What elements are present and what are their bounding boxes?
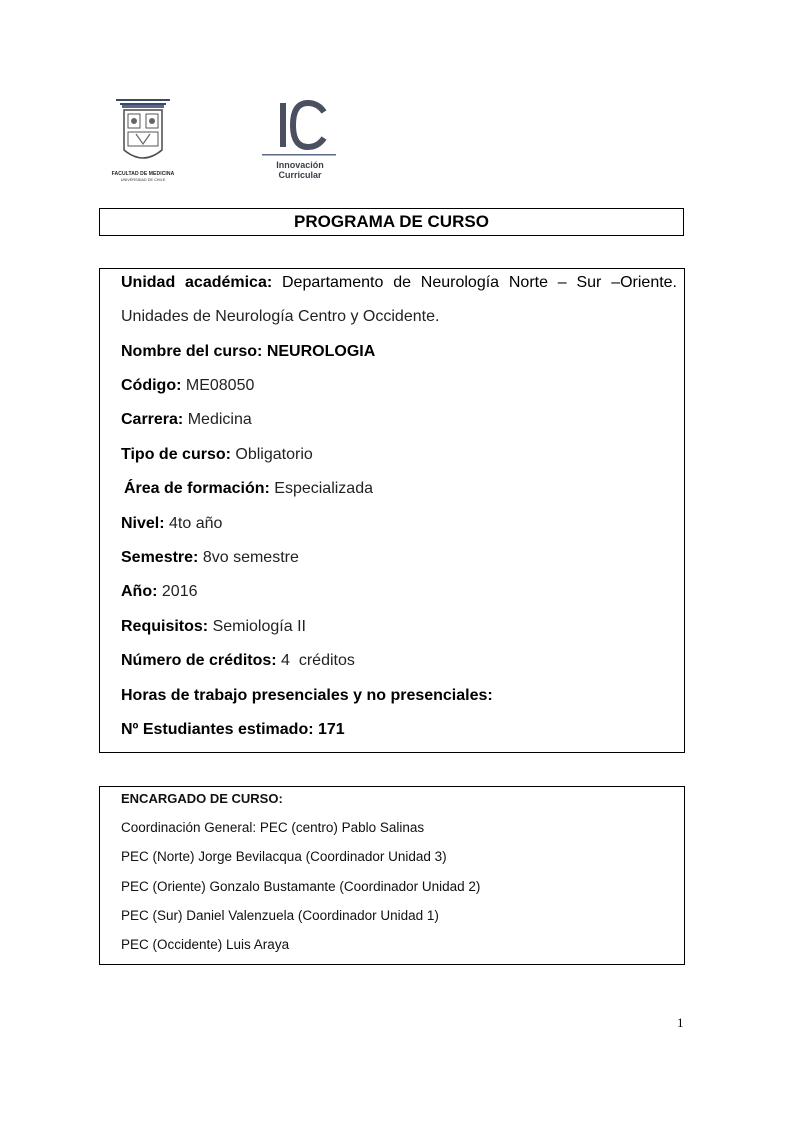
creditos-row	[121, 652, 355, 670]
requisitos-row	[121, 618, 306, 636]
semestre-value: 8vo semestre	[202, 549, 299, 566]
nivel-label: Nivel:	[121, 515, 165, 532]
faculty-caption-line1: FACULTAD DE MEDICINA	[111, 171, 175, 177]
estudiantes-row	[121, 721, 345, 739]
anio-value: 2016	[161, 583, 198, 600]
nombre-label: Nombre del curso:	[121, 343, 263, 360]
creditos-value: 4 créditos	[281, 652, 355, 669]
anio-row	[121, 583, 197, 601]
codigo-label: Código:	[121, 377, 182, 394]
course-info-box	[99, 268, 685, 753]
unidad-value-line2: Unidades de Neurología Centro y Occidente.	[121, 308, 440, 325]
faculty-caption-line2: UNIVERSIDAD DE CHILE	[120, 178, 166, 182]
horas-row	[121, 687, 493, 705]
encargado-box	[99, 786, 685, 965]
horas-label: Horas de trabajo presenciales y no presenciales:	[121, 687, 493, 704]
unidad-row	[121, 274, 677, 292]
semestre-row	[121, 549, 299, 567]
carrera-value: Medicina	[187, 411, 252, 428]
encargado-line: PEC (Norte) Jorge Bevilacqua (Coordinador Unidad 3)	[121, 849, 447, 864]
unidad-label: Unidad académica:	[121, 274, 273, 291]
nombre-row	[121, 343, 375, 361]
nivel-value: 4to año	[169, 515, 223, 532]
ic-caption-line2: Curricular	[278, 170, 322, 180]
requisitos-value: Semiología II	[212, 618, 306, 635]
carrera-label: Carrera:	[121, 411, 184, 428]
carrera-row	[121, 411, 252, 429]
tipo-value: Obligatorio	[235, 446, 313, 463]
semestre-label: Semestre:	[121, 549, 199, 566]
estudiantes-label: Nº Estudiantes estimado: 171	[121, 721, 345, 738]
encargado-title: ENCARGADO DE CURSO:	[121, 791, 283, 806]
creditos-label: Número de créditos:	[121, 652, 277, 669]
area-value: Especializada	[274, 480, 373, 497]
encargado-line: Coordinación General: PEC (centro) Pablo Salinas	[121, 820, 425, 835]
area-label: Área de formación:	[124, 480, 270, 497]
tipo-label: Tipo de curso:	[121, 446, 231, 463]
unidad-value-line1: Departamento de Neurología Norte – Sur –Oriente.	[282, 274, 677, 291]
codigo-value: ME08050	[185, 377, 255, 394]
nombre-value: NEUROLOGIA	[266, 343, 376, 360]
codigo-row	[121, 377, 254, 395]
nivel-row	[121, 515, 222, 533]
ic-caption	[270, 160, 330, 180]
area-row	[124, 480, 373, 498]
encargado-line: PEC (Occidente) Luis Araya	[121, 937, 290, 952]
anio-label: Año:	[121, 583, 158, 600]
ic-caption-line1: Innovación	[276, 160, 324, 170]
page-number: 1	[677, 1015, 684, 1030]
page-title: PROGRAMA DE CURSO	[99, 208, 684, 236]
tipo-row	[121, 446, 313, 464]
requisitos-label: Requisitos:	[121, 618, 209, 635]
encargado-line: PEC (Oriente) Gonzalo Bustamante (Coordinador Unidad 2)	[121, 879, 481, 894]
encargado-line: PEC (Sur) Daniel Valenzuela (Coordinador Unidad 1)	[121, 908, 439, 923]
